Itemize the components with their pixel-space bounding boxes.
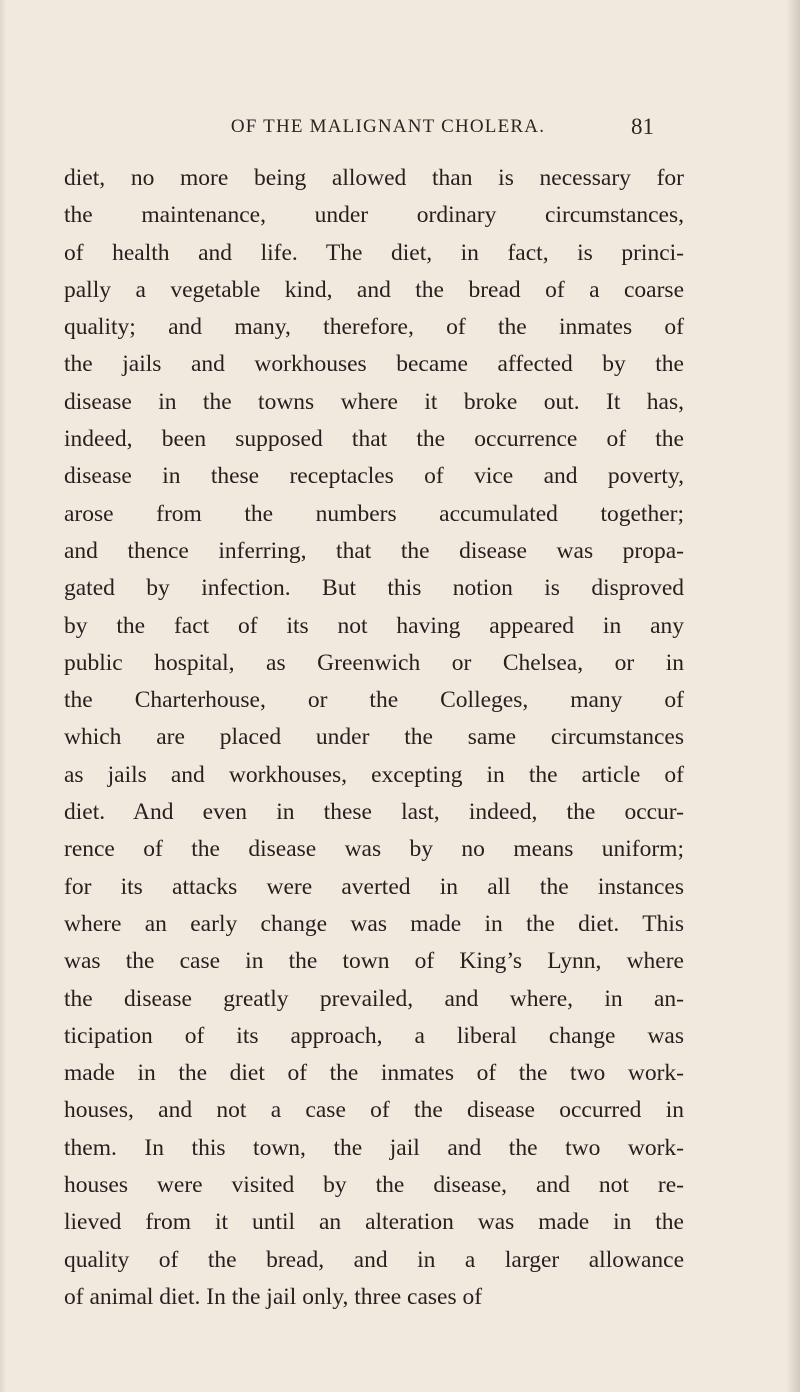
text-line: diet, no more being allowed than is necessary for	[64, 165, 684, 191]
text-line: the disease greatly prevailed, and where, in an-	[64, 985, 684, 1012]
text-line: public hospital, as Greenwich or Chelsea, or in	[64, 649, 684, 676]
text-line: quality of the bread, and in a larger allowance	[64, 1246, 684, 1273]
text-line: as jails and workhouses, excepting in the article of	[64, 761, 684, 788]
text-line: made in the diet of the inmates of the two work-	[64, 1060, 684, 1087]
text-line: the maintenance, under ordinary circumstances,	[64, 202, 684, 229]
running-title: OF THE MALIGNANT CHOLERA.	[230, 116, 546, 137]
text-line: which are placed under the same circumstances	[64, 724, 684, 751]
page-number: 81	[631, 114, 654, 139]
running-head	[122, 112, 654, 142]
text-line: houses were visited by the disease, and not re-	[64, 1172, 684, 1199]
text-line: pally a vegetable kind, and the bread of a coarse	[64, 276, 684, 303]
text-line: diet. And even in these last, indeed, the occur-	[64, 799, 684, 826]
text-line: and thence inferring, that the disease was propa-	[64, 537, 684, 564]
text-line: rence of the disease was by no means uniform;	[64, 836, 684, 863]
text-line: ticipation of its approach, a liberal change was	[64, 1022, 684, 1049]
text-line: houses, and not a case of the disease occurred in	[64, 1097, 684, 1124]
text-line: of animal diet. In the jail only, three cases of	[64, 1283, 483, 1310]
text-line: where an early change was made in the diet. This	[64, 910, 684, 937]
text-line: was the case in the town of King’s Lynn, where	[64, 948, 684, 975]
text-line: lieved from it until an alteration was made in the	[64, 1209, 684, 1236]
text-line: of health and life. The diet, in fact, is princi-	[64, 239, 684, 266]
text-line: them. In this town, the jail and the two work-	[64, 1134, 684, 1161]
text-line: the jails and workhouses became affected by the	[64, 351, 684, 378]
text-line: by the fact of its not having appeared in any	[64, 612, 684, 639]
page-gutter-shadow	[0, 0, 6, 1392]
text-line: for its attacks were averted in all the instances	[64, 873, 684, 900]
text-line: quality; and many, therefore, of the inmates of	[64, 314, 684, 341]
page-edge-shadow	[786, 0, 800, 1392]
text-line: the Charterhouse, or the Colleges, many of	[64, 687, 684, 714]
text-line: disease in these receptacles of vice and poverty,	[64, 463, 684, 490]
text-line: indeed, been supposed that the occurrence of the	[64, 426, 684, 453]
body-paragraph	[64, 160, 684, 1316]
text-line: disease in the towns where it broke out. It has,	[64, 388, 684, 415]
text-line: arose from the numbers accumulated together;	[64, 500, 684, 527]
text-line: gated by infection. But this notion is disproved	[64, 575, 684, 602]
